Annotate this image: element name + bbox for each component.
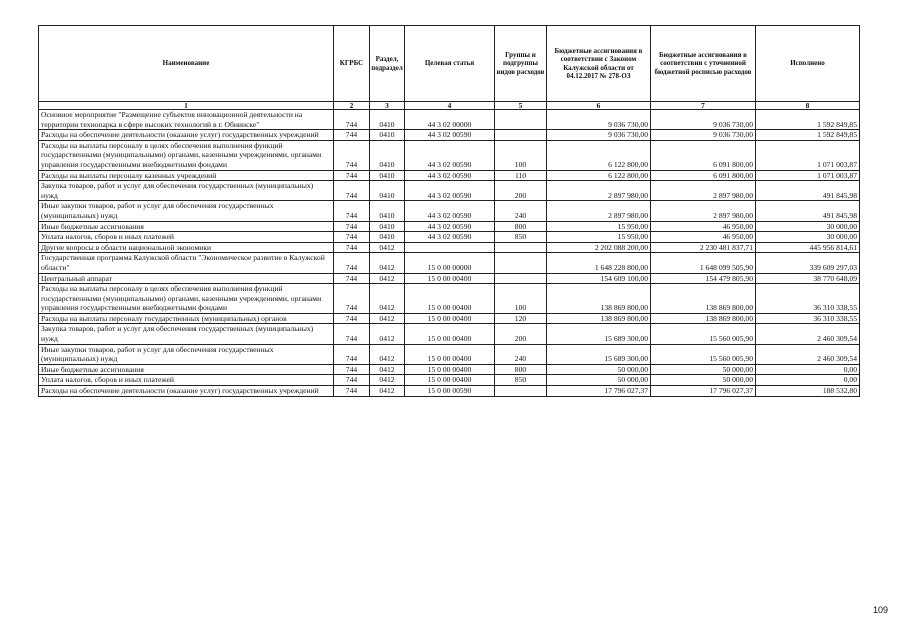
cell-kgrbs: 744 <box>334 253 370 273</box>
cell-executed-amount: 1 592 849,85 <box>756 130 860 141</box>
cell-group <box>495 273 547 284</box>
cell-group: 800 <box>495 221 547 232</box>
cell-name: Другие вопросы в области национальной экономики <box>39 242 334 253</box>
cell-kgrbs: 744 <box>334 273 370 284</box>
cell-section: 0412 <box>370 253 405 273</box>
budget-table <box>38 25 860 397</box>
table-row <box>39 386 860 397</box>
cell-target: 15 0 00 00000 <box>405 253 495 273</box>
header-name: Наименование <box>39 26 334 102</box>
table-row <box>39 201 860 221</box>
cell-refined-amount: 154 479 805,90 <box>651 273 756 284</box>
cell-target: 15 0 00 00400 <box>405 364 495 375</box>
cell-refined-amount: 138 869 800,00 <box>651 313 756 324</box>
cell-executed-amount: 38 770 648,09 <box>756 273 860 284</box>
cell-law-amount: 154 609 100,00 <box>547 273 651 284</box>
cell-target: 15 0 00 00400 <box>405 273 495 284</box>
header-kgrbs: КГРБС <box>334 26 370 102</box>
cell-name: Иные бюджетные ассигнования <box>39 221 334 232</box>
cell-section: 0412 <box>370 375 405 386</box>
table-row <box>39 313 860 324</box>
cell-law-amount: 17 796 027,37 <box>547 386 651 397</box>
cell-name: Расходы на выплаты персоналу государственных (муниципальных) органов <box>39 313 334 324</box>
cell-refined-amount: 2 897 980,00 <box>651 181 756 201</box>
table-row <box>39 110 860 130</box>
cell-law-amount: 6 122 800,00 <box>547 170 651 181</box>
table-row <box>39 284 860 314</box>
table-body <box>39 102 860 397</box>
cell-section: 0410 <box>370 170 405 181</box>
cell-target: 15 0 00 00400 <box>405 313 495 324</box>
cell-kgrbs: 744 <box>334 313 370 324</box>
cell-law-amount: 2 202 088 200,00 <box>547 242 651 253</box>
column-number: 2 <box>334 102 370 110</box>
cell-target <box>405 242 495 253</box>
cell-group: 240 <box>495 201 547 221</box>
cell-executed-amount: 0,00 <box>756 364 860 375</box>
cell-executed-amount: 36 310 338,55 <box>756 313 860 324</box>
cell-kgrbs: 744 <box>334 130 370 141</box>
cell-executed-amount: 1 592 849,85 <box>756 110 860 130</box>
cell-name: Уплата налогов, сборов и иных платежей <box>39 375 334 386</box>
cell-executed-amount: 491 845,98 <box>756 181 860 201</box>
cell-kgrbs: 744 <box>334 324 370 344</box>
column-number: 6 <box>547 102 651 110</box>
cell-law-amount: 15 950,00 <box>547 221 651 232</box>
column-number-row <box>39 102 860 110</box>
cell-group <box>495 110 547 130</box>
table-row <box>39 253 860 273</box>
cell-group: 240 <box>495 344 547 364</box>
cell-executed-amount: 2 460 309,54 <box>756 344 860 364</box>
cell-kgrbs: 744 <box>334 221 370 232</box>
cell-group <box>495 242 547 253</box>
cell-section: 0412 <box>370 364 405 375</box>
header-executed: Исполнено <box>756 26 860 102</box>
cell-target: 44 3 02 00590 <box>405 232 495 243</box>
cell-name: Центральный аппарат <box>39 273 334 284</box>
cell-group: 120 <box>495 313 547 324</box>
cell-kgrbs: 744 <box>334 140 370 170</box>
cell-section: 0410 <box>370 201 405 221</box>
cell-name: Иные закупки товаров, работ и услуг для обеспечения государственных (муниципальных) нужд <box>39 201 334 221</box>
cell-refined-amount: 2 897 980,00 <box>651 201 756 221</box>
cell-target: 44 3 02 00590 <box>405 181 495 201</box>
table-row <box>39 242 860 253</box>
cell-kgrbs: 744 <box>334 344 370 364</box>
header-target: Целевая статья <box>405 26 495 102</box>
cell-target: 44 3 02 00590 <box>405 140 495 170</box>
cell-group: 850 <box>495 375 547 386</box>
cell-refined-amount: 6 091 800,00 <box>651 170 756 181</box>
table-row <box>39 273 860 284</box>
cell-executed-amount: 30 000,00 <box>756 232 860 243</box>
cell-law-amount: 138 869 800,00 <box>547 313 651 324</box>
cell-law-amount: 50 000,00 <box>547 364 651 375</box>
cell-group: 200 <box>495 181 547 201</box>
cell-name: Иные бюджетные ассигнования <box>39 364 334 375</box>
cell-target: 15 0 00 00400 <box>405 344 495 364</box>
table-row <box>39 324 860 344</box>
cell-section: 0412 <box>370 344 405 364</box>
cell-section: 0412 <box>370 284 405 314</box>
table-row <box>39 181 860 201</box>
cell-executed-amount: 36 310 338,55 <box>756 284 860 314</box>
column-number: 4 <box>405 102 495 110</box>
cell-refined-amount: 17 796 027,37 <box>651 386 756 397</box>
column-number: 1 <box>39 102 334 110</box>
cell-kgrbs: 744 <box>334 201 370 221</box>
cell-law-amount: 138 869 800,00 <box>547 284 651 314</box>
cell-target: 15 0 00 00590 <box>405 386 495 397</box>
table-row <box>39 375 860 386</box>
cell-law-amount: 6 122 800,00 <box>547 140 651 170</box>
cell-target: 44 3 02 00000 <box>405 110 495 130</box>
cell-group <box>495 386 547 397</box>
cell-section: 0412 <box>370 313 405 324</box>
cell-section: 0410 <box>370 181 405 201</box>
cell-refined-amount: 6 091 800,00 <box>651 140 756 170</box>
cell-refined-amount: 2 230 481 837,71 <box>651 242 756 253</box>
table-row <box>39 130 860 141</box>
header-law: Бюджетные ассигнования в соответствии с Законом Калужской области от 04.12.2017 № 278-ОЗ <box>547 26 651 102</box>
cell-refined-amount: 15 560 005,90 <box>651 344 756 364</box>
cell-name: Расходы на обеспечение деятельности (оказание услуг) государственных учреждений <box>39 130 334 141</box>
cell-name: Расходы на выплаты персоналу казенных учреждений <box>39 170 334 181</box>
cell-name: Закупка товаров, работ и услуг для обеспечения государственных (муниципальных) нужд <box>39 324 334 344</box>
cell-executed-amount: 30 000,00 <box>756 221 860 232</box>
cell-section: 0410 <box>370 221 405 232</box>
cell-group <box>495 130 547 141</box>
cell-law-amount: 9 036 730,00 <box>547 130 651 141</box>
cell-name: Основное мероприятие "Размещение субъектов инновационной деятельности на территории технопарка в сфере высоких технологий в г. Обнинске" <box>39 110 334 130</box>
header-group: Группы и подгруппы видов расходов <box>495 26 547 102</box>
cell-target: 44 3 02 00590 <box>405 201 495 221</box>
cell-refined-amount: 50 000,00 <box>651 375 756 386</box>
cell-executed-amount: 1 071 003,87 <box>756 170 860 181</box>
cell-law-amount: 9 036 730,00 <box>547 110 651 130</box>
cell-group: 110 <box>495 170 547 181</box>
cell-section: 0412 <box>370 273 405 284</box>
cell-section: 0412 <box>370 242 405 253</box>
cell-target: 15 0 00 00400 <box>405 375 495 386</box>
cell-name: Расходы на обеспечение деятельности (оказание услуг) государственных учреждений <box>39 386 334 397</box>
cell-kgrbs: 744 <box>334 364 370 375</box>
table-row <box>39 232 860 243</box>
cell-target: 15 0 00 00400 <box>405 284 495 314</box>
cell-section: 0410 <box>370 232 405 243</box>
cell-executed-amount: 445 956 814,61 <box>756 242 860 253</box>
cell-refined-amount: 9 036 730,00 <box>651 110 756 130</box>
cell-law-amount: 15 689 300,00 <box>547 344 651 364</box>
cell-law-amount: 15 950,00 <box>547 232 651 243</box>
cell-name: Государственная программа Калужской области "Экономическое развитие в Калужской области" <box>39 253 334 273</box>
cell-executed-amount: 491 845,98 <box>756 201 860 221</box>
cell-section: 0412 <box>370 324 405 344</box>
column-number: 5 <box>495 102 547 110</box>
cell-refined-amount: 15 560 005,90 <box>651 324 756 344</box>
cell-kgrbs: 744 <box>334 232 370 243</box>
cell-kgrbs: 744 <box>334 170 370 181</box>
table-row <box>39 364 860 375</box>
cell-group: 100 <box>495 140 547 170</box>
column-number: 7 <box>651 102 756 110</box>
cell-executed-amount: 188 532,80 <box>756 386 860 397</box>
cell-executed-amount: 0,00 <box>756 375 860 386</box>
cell-name: Расходы на выплаты персоналу в целях обеспечения выполнения функций государственными (муниципальными) органами, казенными учреждениями, органами управления государственными внебюджетными фондами <box>39 140 334 170</box>
cell-kgrbs: 744 <box>334 375 370 386</box>
table-row <box>39 344 860 364</box>
column-number: 8 <box>756 102 860 110</box>
cell-law-amount: 1 648 228 800,00 <box>547 253 651 273</box>
page-number: 109 <box>872 605 888 615</box>
cell-name: Уплата налогов, сборов и иных платежей <box>39 232 334 243</box>
cell-group: 800 <box>495 364 547 375</box>
cell-target: 44 3 02 00590 <box>405 170 495 181</box>
table-row <box>39 221 860 232</box>
cell-group <box>495 253 547 273</box>
cell-kgrbs: 744 <box>334 181 370 201</box>
cell-kgrbs: 744 <box>334 284 370 314</box>
cell-name: Расходы на выплаты персоналу в целях обеспечения выполнения функций государственными (муниципальными) органами, казенными учреждениями, органами управления государственными внебюджетными фондами <box>39 284 334 314</box>
cell-refined-amount: 46 950,00 <box>651 221 756 232</box>
cell-executed-amount: 339 609 297,03 <box>756 253 860 273</box>
cell-law-amount: 2 897 980,00 <box>547 201 651 221</box>
cell-kgrbs: 744 <box>334 386 370 397</box>
table-row <box>39 140 860 170</box>
cell-refined-amount: 46 950,00 <box>651 232 756 243</box>
cell-section: 0410 <box>370 110 405 130</box>
cell-refined-amount: 9 036 730,00 <box>651 130 756 141</box>
cell-section: 0412 <box>370 386 405 397</box>
cell-law-amount: 2 897 980,00 <box>547 181 651 201</box>
header-refined: Бюджетные ассигнования в соответствии с уточненной бюджетной росписью расходов <box>651 26 756 102</box>
cell-refined-amount: 1 648 099 505,90 <box>651 253 756 273</box>
cell-refined-amount: 138 869 800,00 <box>651 284 756 314</box>
cell-group: 850 <box>495 232 547 243</box>
cell-law-amount: 15 689 300,00 <box>547 324 651 344</box>
cell-target: 15 0 00 00400 <box>405 324 495 344</box>
cell-section: 0410 <box>370 130 405 141</box>
cell-section: 0410 <box>370 140 405 170</box>
cell-refined-amount: 50 000,00 <box>651 364 756 375</box>
column-number: 3 <box>370 102 405 110</box>
cell-group: 200 <box>495 324 547 344</box>
cell-name: Иные закупки товаров, работ и услуг для обеспечения государственных (муниципальных) нужд <box>39 344 334 364</box>
table-row <box>39 170 860 181</box>
cell-target: 44 3 02 00590 <box>405 130 495 141</box>
cell-group: 100 <box>495 284 547 314</box>
cell-kgrbs: 744 <box>334 110 370 130</box>
cell-name: Закупка товаров, работ и услуг для обеспечения государственных (муниципальных) нужд <box>39 181 334 201</box>
cell-target: 44 3 02 00590 <box>405 221 495 232</box>
header-section: Раздел, подраздел <box>370 26 405 102</box>
cell-executed-amount: 1 071 003,87 <box>756 140 860 170</box>
cell-kgrbs: 744 <box>334 242 370 253</box>
cell-executed-amount: 2 460 309,54 <box>756 324 860 344</box>
header-row <box>39 26 860 102</box>
cell-law-amount: 50 000,00 <box>547 375 651 386</box>
